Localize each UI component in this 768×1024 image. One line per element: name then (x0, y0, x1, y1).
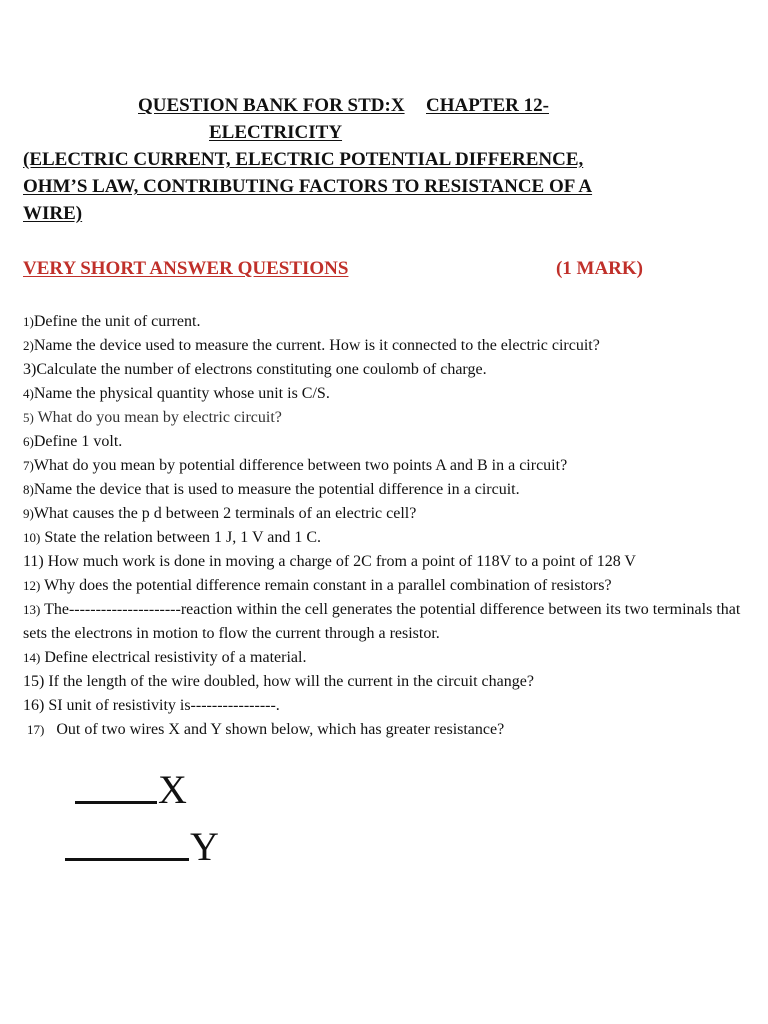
question-list (23, 310, 758, 742)
question-item: 6)Define 1 volt. (23, 433, 123, 450)
wire-y-line (65, 858, 189, 861)
title-line2: ELECTRICITY (209, 122, 343, 143)
question-item: 2)Name the device used to measure the current. How is it connected to the electric circuit? (23, 337, 600, 354)
question-item: 8)Name the device that is used to measure the potential difference in a circuit. (23, 481, 520, 498)
subtitle-line3: WIRE) (23, 203, 83, 224)
question-item: 12) Why does the potential difference remain constant in a parallel combination of resistors? (23, 577, 612, 594)
question-item: 13) The---------------------reaction within the cell generates the potential difference between its two terminals that sets the electrons in motion to flow the current through a resistor. (23, 601, 741, 642)
question-item: 4)Name the physical quantity whose unit is C/S. (23, 385, 330, 402)
section-title: VERY SHORT ANSWER QUESTIONS (23, 258, 349, 279)
wire-y-figure (65, 824, 219, 869)
question-item: 15) If the length of the wire doubled, how will the current in the circuit change? (23, 673, 534, 690)
subtitle-line2: OHM’S LAW, CONTRIBUTING FACTORS TO RESISTANCE OF A (23, 176, 593, 197)
section-heading (23, 258, 643, 280)
question-item: 5) What do you mean by electric circuit? (23, 409, 282, 426)
question-item: 10) State the relation between 1 J, 1 V and 1 C. (23, 529, 322, 546)
question-item: 3)Calculate the number of electrons constituting one coulomb of charge. (23, 361, 487, 378)
section-marks: (1 MARK) (555, 258, 643, 279)
question-item: 16) SI unit of resistivity is----------------. (23, 697, 280, 714)
subtitle-line1: (ELECTRIC CURRENT, ELECTRIC POTENTIAL DIFFERENCE, (23, 149, 584, 170)
title-part1: QUESTION BANK FOR STD:X (138, 95, 405, 116)
question-item: 9)What causes the p d between 2 terminals of an electric cell? (23, 505, 417, 522)
wire-x-line (75, 801, 157, 804)
wire-y-label: Y (190, 824, 219, 869)
wire-x-figure (75, 767, 187, 812)
question-item: 14) Define electrical resistivity of a material. (23, 649, 307, 666)
question-item: 17) Out of two wires X and Y shown below, which has greater resistance? (27, 721, 505, 738)
question-item: 1)Define the unit of current. (23, 313, 201, 330)
question-item: 7)What do you mean by potential difference between two points A and B in a circuit? (23, 457, 568, 474)
question-item: 11) How much work is done in moving a charge of 2C from a point of 118V to a point of 128 V (23, 553, 636, 570)
title-part2: CHAPTER 12- (426, 95, 549, 116)
wire-x-label: X (158, 767, 187, 812)
